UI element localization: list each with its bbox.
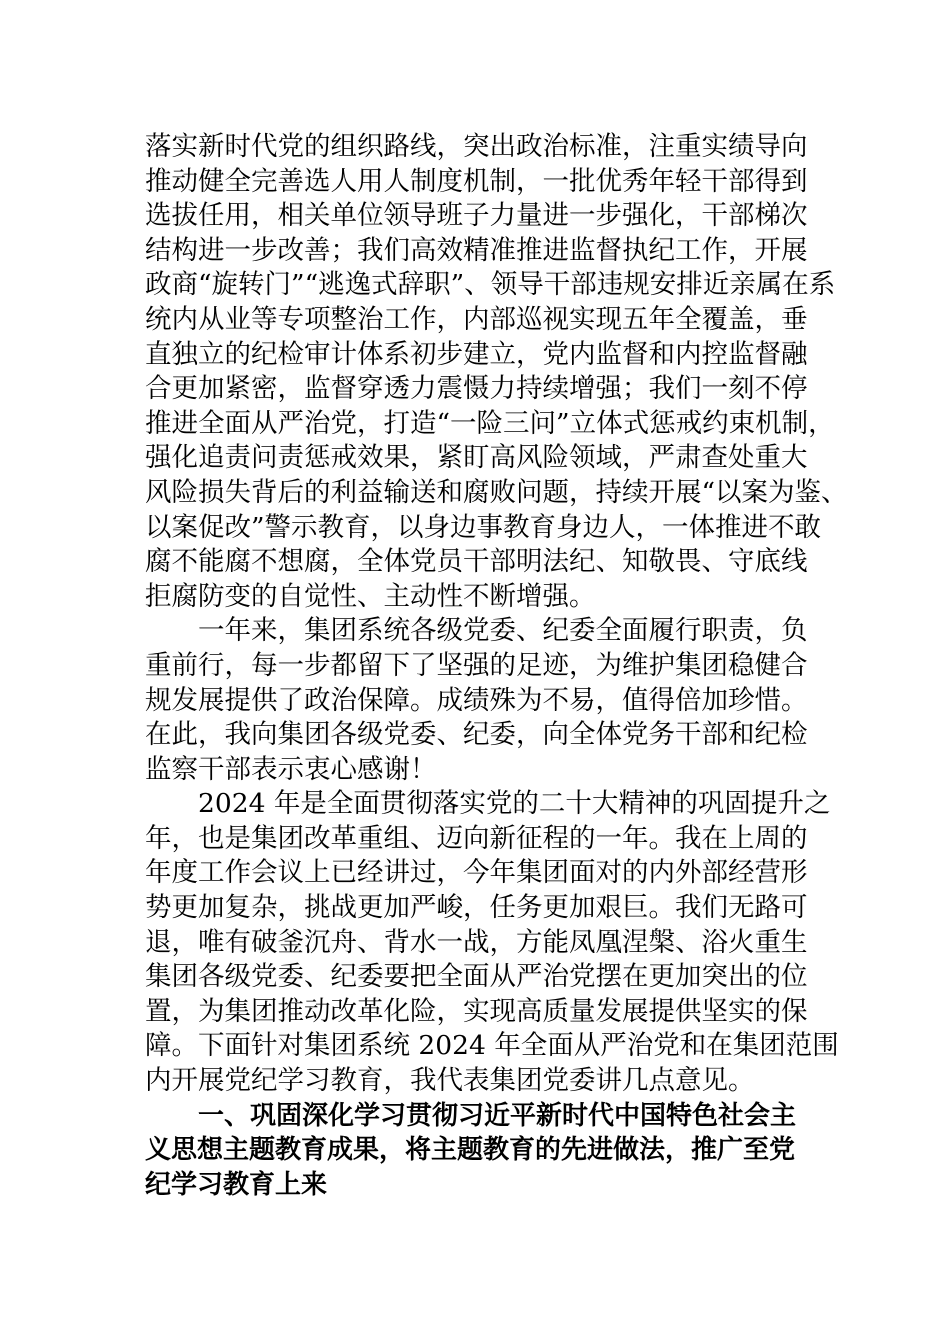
text-line: 年度工作会议上已经讲过，今年集团面对的内外部经营形 [145, 857, 808, 889]
text-line: 内开展党纪学习教育，我代表集团党委讲几点意见。 [145, 1065, 755, 1097]
text-line: 推动健全完善选人用人制度机制，一批优秀年轻干部得到 [145, 165, 808, 197]
text-line: 重前行，每一步都留下了坚强的足迹，为维护集团稳健合 [145, 649, 808, 681]
text-line: 拒腐防变的自觉性、主动性不断增强。 [145, 580, 596, 612]
text-line: 直独立的纪检审计体系初步建立，党内监督和内控监督融 [145, 338, 808, 370]
paragraph-gratitude [145, 614, 835, 787]
text-line: 选拔任用，相关单位领导班子力量进一步强化，干部梯次 [145, 200, 808, 232]
section-heading-1 [145, 1099, 835, 1203]
text-line: 以案促改”警示教育，以身边事教育身边人，一体推进不敢 [145, 511, 822, 543]
heading-line: 一、巩固深化学习贯彻习近平新时代中国特色社会主 [198, 1100, 797, 1131]
text-line: 落实新时代党的组织路线，突出政治标准，注重实绩导向 [145, 131, 808, 162]
text-line: 合更加紧密，监督穿透力震慑力持续增强；我们一刻不停 [145, 373, 808, 405]
heading-line: 纪学习教育上来 [145, 1169, 328, 1200]
text-line: 年，也是集团改革重组、迈向新征程的一年。我在上周的 [145, 822, 808, 854]
text-line: 2024 年是全面贯彻落实党的二十大精神的巩固提升之 [198, 788, 831, 820]
text-line: 监察干部表示衷心感谢！ [145, 753, 437, 785]
text-line: 势更加复杂，挑战更加严峻，任务更加艰巨。我们无路可 [145, 892, 808, 924]
text-line: 一年来，集团系统各级党委、纪委全面履行职责，负 [198, 615, 808, 647]
text-line: 规发展提供了政治保障。成绩殊为不易，值得倍加珍惜。 [145, 684, 808, 716]
text-line: 障。下面针对集团系统 2024 年全面从严治党和在集团范围 [145, 1030, 839, 1062]
text-line: 政商“旋转门”“逃逸式辞职”、领导干部违规安排近亲属在系 [145, 269, 836, 301]
text-line: 风险损失背后的利益输送和腐败问题，持续开展“以案为鉴、 [145, 476, 848, 508]
text-line: 强化追责问责惩戒效果，紧盯高风险领域，严肃查处重大 [145, 442, 808, 474]
heading-line: 义思想主题教育成果，将主题教育的先进做法，推广至党 [145, 1135, 796, 1166]
text-line: 置，为集团推动改革化险，实现高质量发展提供坚实的保 [145, 995, 808, 1027]
text-line: 结构进一步改善；我们高效精准推进监督执纪工作，开展 [145, 234, 808, 266]
text-line: 集团各级党委、纪委要把全面从严治党摆在更加突出的位 [145, 961, 808, 993]
text-line: 推进全面从严治党，打造“一险三问”立体式惩戒约束机制， [145, 407, 835, 439]
text-line: 统内从业等专项整治工作，内部巡视实现五年全覆盖，垂 [145, 303, 808, 335]
document-body [145, 130, 848, 1202]
paragraph-achievements-continued [145, 130, 848, 614]
paragraph-2024-outlook [145, 787, 839, 1098]
text-line: 在此，我向集团各级党委、纪委，向全体党务干部和纪检 [145, 719, 808, 751]
text-line: 退，唯有破釜沉舟、背水一战，方能凤凰涅槃、浴火重生 [145, 926, 808, 958]
text-line: 腐不能腐不想腐，全体党员干部明法纪、知敬畏、守底线 [145, 546, 808, 578]
